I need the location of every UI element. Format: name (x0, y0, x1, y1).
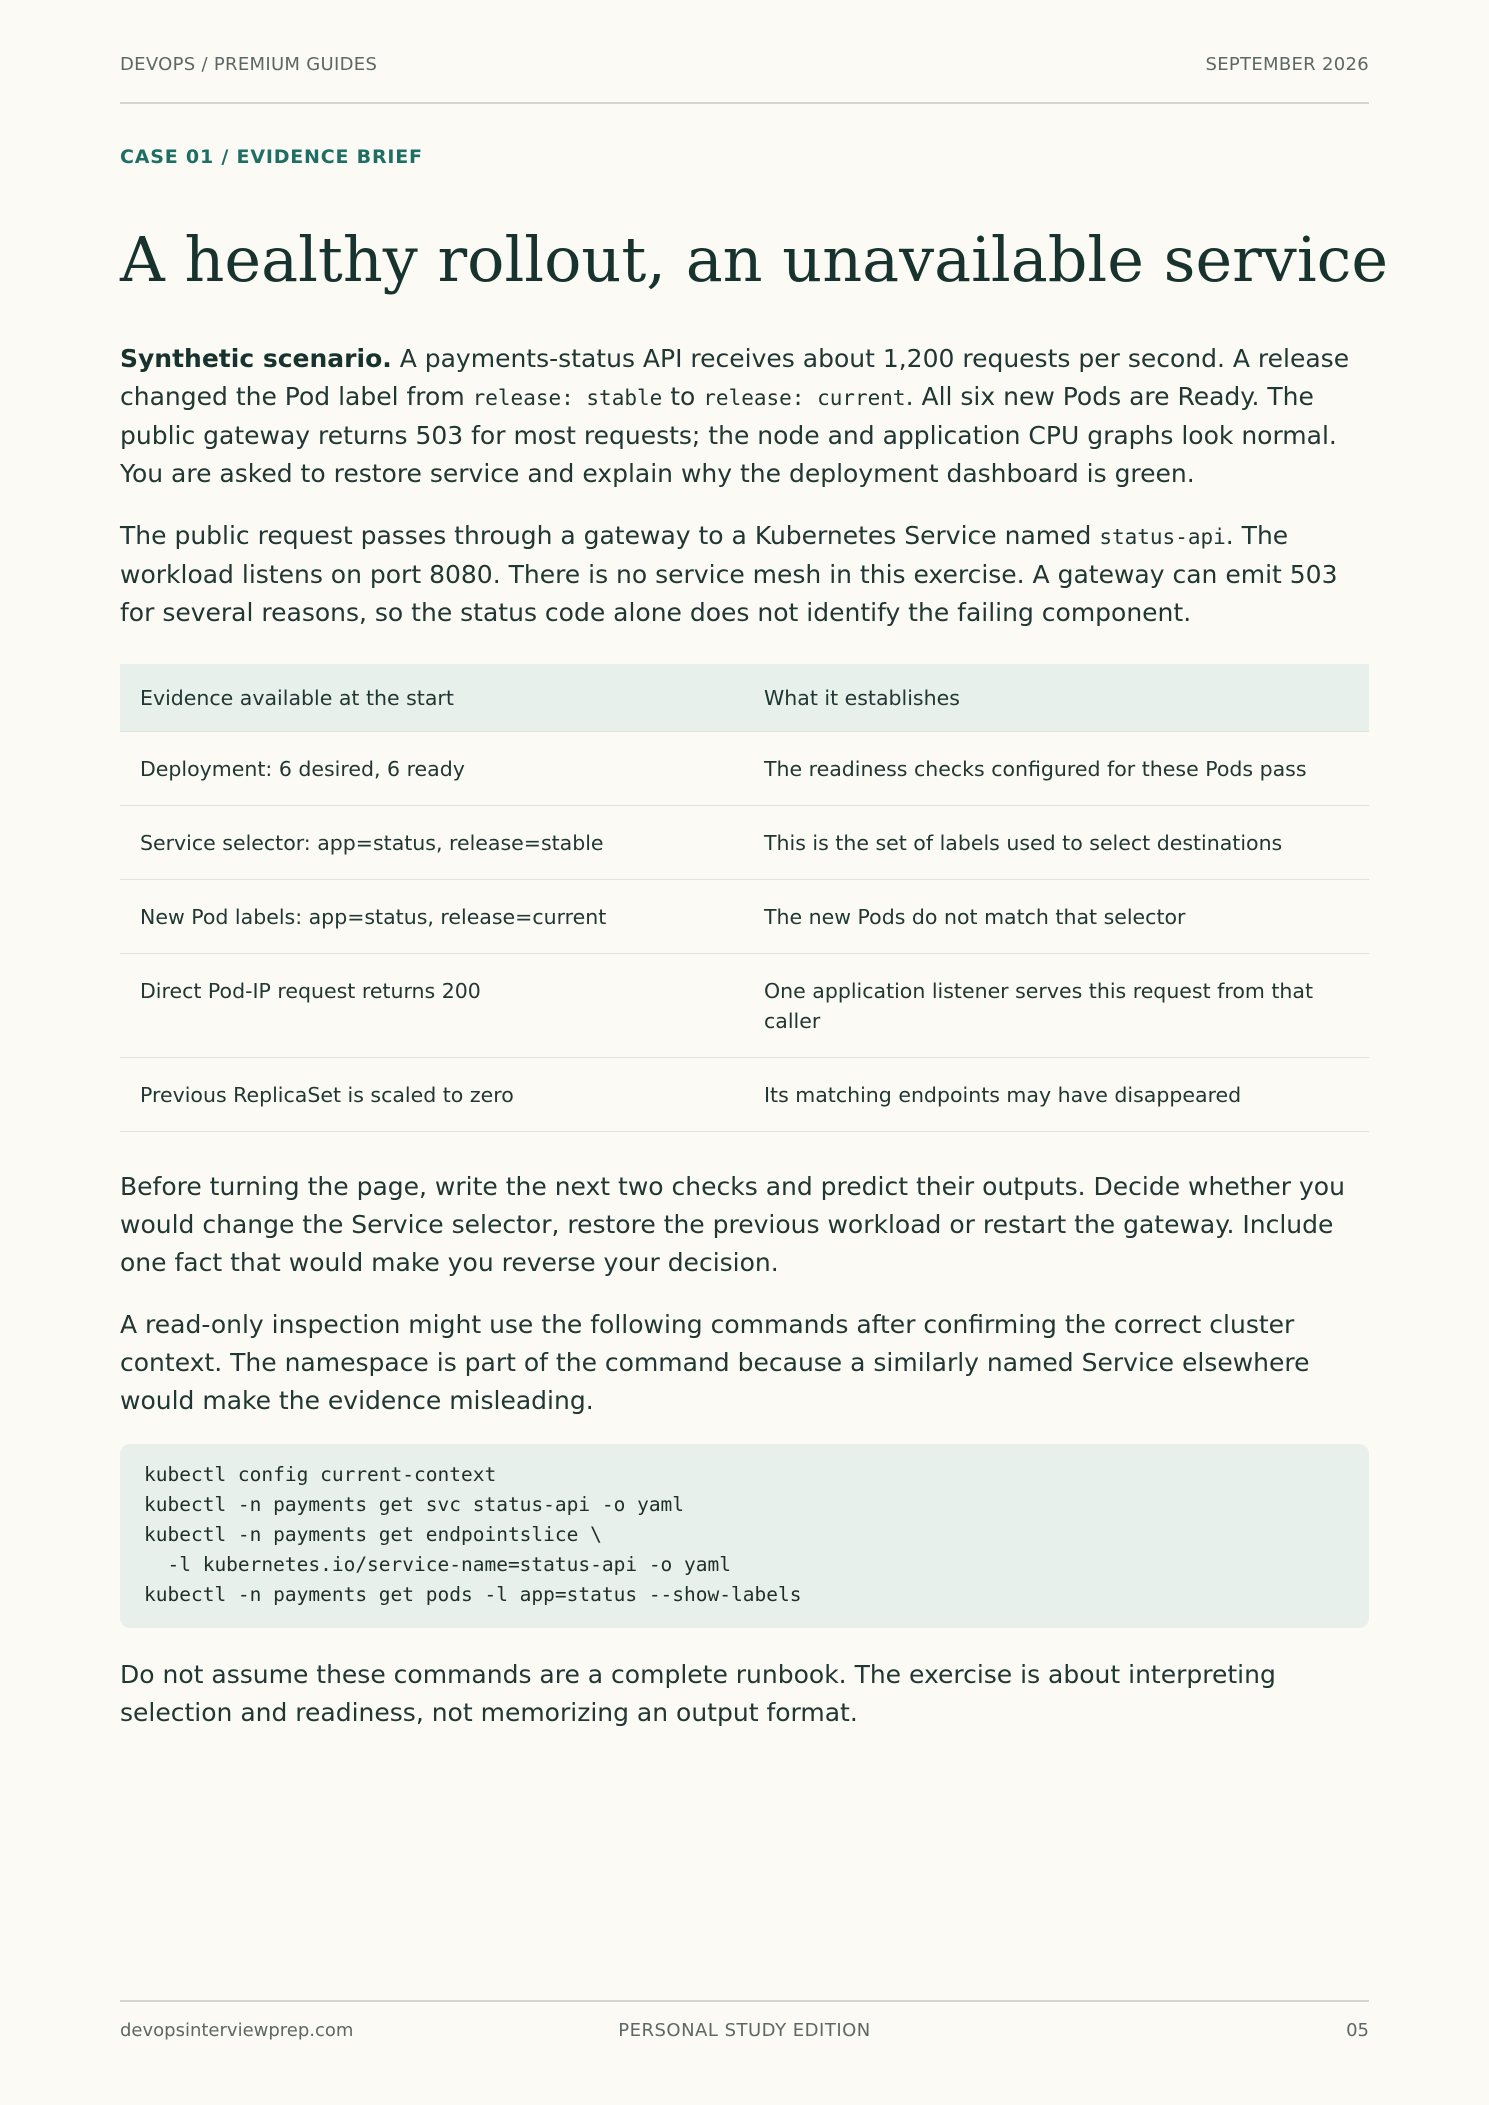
table-row (120, 806, 1369, 880)
closing-paragraph: Do not assume these commands are a complete runbook. The exercise is about interpreting selection and readiness, not memorizing an output format. (120, 1660, 1276, 1727)
table-cell-evidence: Deployment: 6 desired, 6 ready (120, 732, 744, 806)
gateway-code-service: status-api (1099, 525, 1226, 549)
case-kicker: CASE 01 / EVIDENCE BRIEF (120, 146, 423, 168)
page-number: 05 (1346, 2020, 1369, 2041)
code-line: kubectl config current-context (144, 1463, 497, 1486)
intro-paragraph (120, 340, 1369, 493)
code-line: kubectl -n payments get svc status-api -o yaml (144, 1493, 685, 1516)
table-header-establishes: What it establishes (744, 664, 1369, 732)
prediction-paragraph: Before turning the page, write the next two checks and predict their outputs. Decide whether you would change the Service selector, restore the previous workload or restart the gateway. Include one fact that would make you reverse your decision. (120, 1172, 1345, 1277)
page-title: A healthy rollout, an unavailable service (120, 223, 1389, 296)
page-header (120, 54, 1369, 104)
footer-site: devopsinterviewprep.com (120, 2020, 354, 2041)
evidence-table (120, 664, 1369, 1132)
article-body (120, 340, 1369, 1756)
code-line: -l kubernetes.io/service-name=status-api -o yaml (144, 1553, 731, 1576)
table-cell-evidence: Direct Pod-IP request returns 200 (120, 954, 744, 1058)
gateway-paragraph (120, 517, 1369, 632)
inspection-paragraph: A read-only inspection might use the following commands after confirming the correct cluster context. The namespace is part of the command because a similarly named Service elsewhere would make the evidence misleading. (120, 1310, 1310, 1415)
table-row (120, 732, 1369, 806)
page-footer (120, 2000, 1369, 2041)
table-cell-evidence: New Pod labels: app=status, release=current (120, 880, 744, 954)
intro-code-stable: release: stable (472, 386, 663, 410)
table-cell-establishes: Its matching endpoints may have disappeared (744, 1058, 1369, 1132)
code-line: kubectl -n payments get pods -l app=status --show-labels (144, 1583, 802, 1606)
intro-lead: Synthetic scenario. (120, 344, 392, 373)
intro-text-1: A payments-status API receives about 1,200 requests per second. A release changed the Pod label from (120, 344, 1350, 411)
table-row (120, 1058, 1369, 1132)
table-cell-establishes: The new Pods do not match that selector (744, 880, 1369, 954)
table-cell-establishes: The readiness checks configured for these Pods pass (744, 732, 1369, 806)
table-header-evidence: Evidence available at the start (120, 664, 744, 732)
table-header-row (120, 664, 1369, 732)
intro-text-2: to (662, 382, 704, 411)
page (120, 0, 1389, 2105)
table-cell-evidence: Previous ReplicaSet is scaled to zero (120, 1058, 744, 1132)
code-line: kubectl -n payments get endpointslice \ (144, 1523, 602, 1546)
table-cell-establishes: One application listener serves this request from that caller (744, 954, 1369, 1058)
table-row (120, 954, 1369, 1058)
gateway-text-2: . The workload listens on port 8080. There is no service mesh in this exercise. A gateway can emit 503 for several reasons, so the status code alone does not identify the failing component. (120, 521, 1338, 627)
footer-edition: PERSONAL STUDY EDITION (618, 2020, 871, 2041)
intro-text-3: . All six new Pods are Ready. The public gateway returns 503 for most requests; the node and application CPU graphs look normal. You are asked to restore service and explain why the deployment dashboard is green. (120, 382, 1337, 488)
header-date: SEPTEMBER 2026 (1205, 54, 1369, 75)
header-section-label: DEVOPS / PREMIUM GUIDES (120, 54, 378, 75)
table-cell-evidence: Service selector: app=status, release=stable (120, 806, 744, 880)
table-row (120, 880, 1369, 954)
table-cell-establishes: This is the set of labels used to select destinations (744, 806, 1369, 880)
intro-code-current: release: current (703, 386, 906, 410)
gateway-text-1: The public request passes through a gateway to a Kubernetes Service named (120, 521, 1100, 550)
command-code-block (120, 1444, 1369, 1628)
